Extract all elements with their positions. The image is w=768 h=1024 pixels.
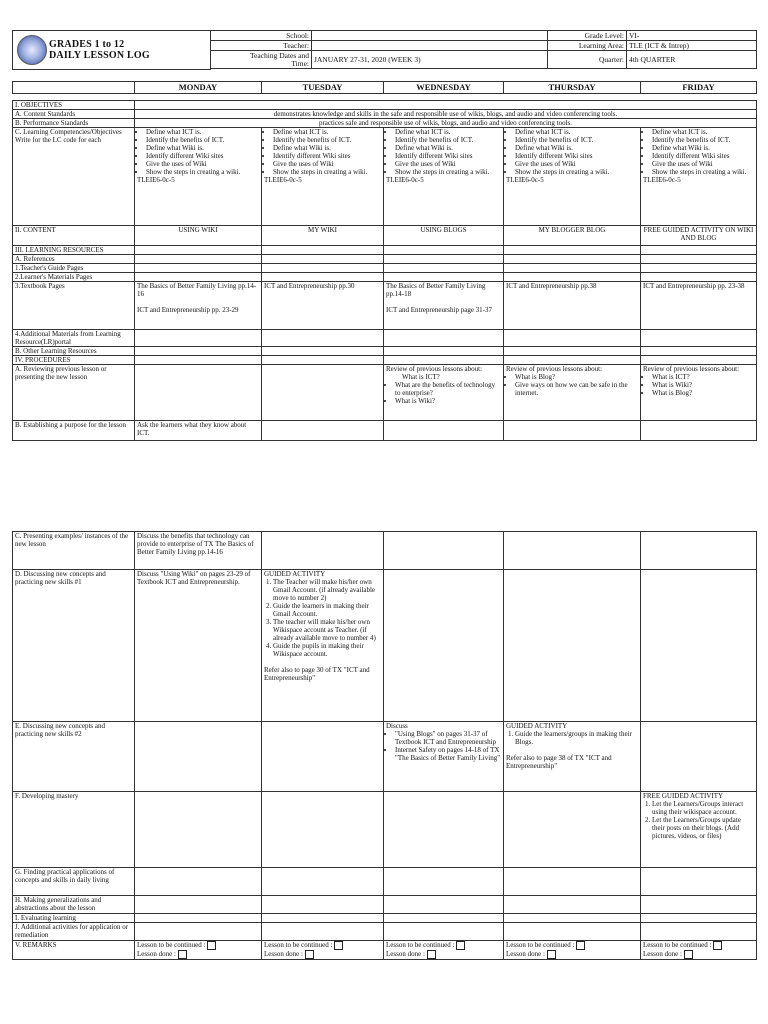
content-friday: FREE GUIDED ACTIVITY ON WIKI AND BLOG [641,226,757,246]
competency-code: TLEIE6-0c-5 [386,176,424,184]
title-block [12,30,211,70]
continued-checkbox[interactable] [713,941,722,950]
row-label-objectives: I. OBJECTIVES [13,101,135,110]
dates-value: JANUARY 27-31, 2020 (WEEK 3) [312,51,548,69]
continued-checkbox[interactable] [334,941,343,950]
row-label-generalizations: H. Making generalizations and abstractions about the lesson [13,896,135,914]
row-label-other-resources: B. Other Learning Resources [13,347,135,356]
area-label: Learning Area: [548,41,627,51]
row-label-review: A. Reviewing previous lesson or presenting the new lesson [13,365,135,421]
day-wednesday: WEDNESDAY [384,82,504,94]
day-thursday: THURSDAY [504,82,641,94]
row-label-references: A. References [13,255,135,264]
competency-code: TLEIE6-0c-5 [643,176,681,184]
remarks-monday: Lesson to be continued : Lesson done : [135,941,262,960]
content-monday: USING WIKI [135,226,262,246]
grade-label: Grade Level: [548,31,627,41]
row-label-additional-activities: J. Additional activities for application or remediation [13,923,135,941]
page-title: GRADES 1 to 12 DAILY LESSON LOG [49,39,150,61]
row-label-procedures: IV. PROCEDURES [13,356,135,365]
row-label-content: II. CONTENT [13,226,135,246]
day-friday: FRIDAY [641,82,757,94]
quarter-value: 4th QUARTER [627,51,757,69]
lesson-table-2 [12,531,757,960]
row-label-practical: G. Finding practical applications of concepts and skills in daily living [13,868,135,896]
row-label-lm-pages: 2.Learner's Materials Pages [13,273,135,282]
review-thursday: Review of previous lessons about: • What is Blog? • Give ways on how we can be safe in the internet. [504,365,641,421]
textbook-friday: ICT and Entrepreneurship pp. 23-38 [641,282,757,330]
discuss2-wednesday: Discuss • "Using Blogs" on pages 31-37 of Textbook ICT and Entrepreneurship • Internet Safety on pages 14-18 of TX "The Basics of Better Family Living" [384,722,504,792]
competencies-monday [135,128,262,226]
textbook-tuesday: ICT and Entrepreneurship pp.30 [262,282,384,330]
row-label-examples: C. Presenting examples/ instances of the new lesson [13,532,135,570]
competencies-wednesday [384,128,504,226]
done-checkbox[interactable] [427,950,436,959]
day-monday: MONDAY [135,82,262,94]
row-label-purpose: B. Establishing a purpose for the lesson [13,421,135,441]
day-header-blank [13,82,135,94]
remarks-friday: Lesson to be continued : Lesson done : [641,941,757,960]
competency-list: • Define what ICT is. • Identify the benefits of ICT. • Define what Wiki is. • Identify different Wiki sites • Give the uses of Wiki • Show the steps in creating a wiki. [137,128,259,176]
competency-list: • Define what ICT is. • Identify the benefits of ICT. • Define what Wiki is. • Identify different Wiki sites • Give the uses of Wiki • Show the steps in creating a wiki. [386,128,501,176]
content-thursday: MY BLOGGER BLOG [504,226,641,246]
area-value: TLE (ICT & Intrep) [627,41,757,51]
continued-checkbox[interactable] [207,941,216,950]
content-tuesday: MY WIKI [262,226,384,246]
spacer [13,94,757,101]
row-label-resources: III. LEARNING RESOURCES [13,246,135,255]
row-label-content-standards: A. Content Standards [13,110,135,119]
competency-list: • Define what ICT is. • Identify the benefits of ICT. • Define what Wiki is. • Identify different Wiki sites • Give the uses of Wiki • Show the steps in creating a wiki. [506,128,638,176]
continued-checkbox[interactable] [576,941,585,950]
school-value [312,31,548,41]
discuss2-thursday: GUIDED ACTIVITY 1. Guide the learners/groups in making their Blogs. Refer also to page 38 of TX "ICT and Entrepreneurship" [504,722,641,792]
remarks-thursday: Lesson to be continued : Lesson done : [504,941,641,960]
lesson-table-1 [12,81,757,441]
teacher-label: Teacher: [211,41,312,51]
header-table [210,30,757,69]
performance-standards-text: practices safe and responsible use of wikis, blogs, and audio and video conferencing tools. [135,119,757,128]
done-checkbox[interactable] [178,950,187,959]
competency-code: TLEIE6-0c-5 [506,176,544,184]
done-checkbox[interactable] [684,950,693,959]
lesson-log-page-1 [12,81,756,441]
day-tuesday: TUESDAY [262,82,384,94]
examples-monday: Discuss the benefits that technology can provide to enterprise of TX The Basics of Better Family Living pp.14-16 [135,532,262,570]
competencies-friday [641,128,757,226]
remarks-wednesday: Lesson to be continued : Lesson done : [384,941,504,960]
discuss1-tuesday: GUIDED ACTIVITY 1. The Teacher will make his/her own Gmail Account. (if already available move to number 2) 2. Guide the learners in making their Gmail Account. 3. The teacher will make his/her own Wikispace account as Teacher. (if already available move to number 4) 4. Guide the pupils in making their Wikispace account. Refer also to page 30 of TX "ICT and Entrepreneurship" [262,570,384,722]
row-label-discuss-2: E. Discussing new concepts and practicing new skills #2 [13,722,135,792]
deped-seal-icon [17,35,47,65]
lesson-log-header [12,30,756,70]
continued-checkbox[interactable] [456,941,465,950]
content-wednesday: USING BLOGS [384,226,504,246]
teacher-value [312,41,548,51]
competency-code: TLEIE6-0c-5 [264,176,302,184]
row-label-textbook-pages: 3.Textbook Pages [13,282,135,330]
remarks-tuesday: Lesson to be continued : Lesson done : [262,941,384,960]
mastery-friday: FREE GUIDED ACTIVITY 1. Let the Learners/Groups interact using their wikispace account. 2. Let the Learners/Groups update their posts on their blogs. (Add pictures, videos, or files) [641,792,757,868]
done-checkbox[interactable] [547,950,556,959]
competencies-thursday [504,128,641,226]
discuss1-monday: Discuss "Using Wiki" on pages 23-29 of Textbook ICT and Entrepreneurship. [135,570,262,722]
row-label-performance-standards: B. Performance Standards [13,119,135,128]
competency-code: TLEIE6-0c-5 [137,176,175,184]
row-label-evaluating: I. Evaluating learning [13,914,135,923]
grade-value: VI- [627,31,757,41]
day-header-row [13,82,757,94]
row-label-remarks: V. REMARKS [13,941,135,960]
review-wednesday: Review of previous lessons about: What is ICT? • What are the benefits of technology to enterprise? • What is Wiki? [384,365,504,421]
textbook-thursday: ICT and Entrepreneurship pp.38 [504,282,641,330]
lesson-log-page-2 [12,531,756,960]
row-label-competencies: C. Learning Competencies/Objectives Write for the LC code for each [13,128,135,226]
done-checkbox[interactable] [305,950,314,959]
row-label-discuss-1: D. Discussing new concepts and practicing new skills #1 [13,570,135,722]
review-friday: Review of previous lessons about: • What is ICT? • What is Wiki? • What is Blog? [641,365,757,421]
row-label-additional-materials: 4.Additional Materials from Learning Resource(LR)portal [13,330,135,347]
content-standards-text: demonstrates knowledge and skills in the safe and responsible use of wikis, blogs, and audio and video conferencing tools. [135,110,757,119]
competencies-tuesday [262,128,384,226]
school-label: School: [211,31,312,41]
row-label-tg-pages: 1.Teacher's Guide Pages [13,264,135,273]
quarter-label: Quarter: [548,51,627,69]
textbook-wednesday: The Basics of Better Family Living pp.14-18 ICT and Entrepreneurship page 31-37 [384,282,504,330]
dates-label: Teaching Dates and Time: [211,51,312,69]
row-label-mastery: F. Developing mastery [13,792,135,868]
competency-list: • Define what ICT is. • Identify the benefits of ICT. • Define what Wiki is. • Identify different Wiki sites • Give the uses of Wiki • Show the steps in creating a wiki. [643,128,754,176]
competency-list: • Define what ICT is. • Identify the benefits of ICT. • Define what Wiki is. • Identify different Wiki sites • Give the uses of Wiki • Show the steps in creating a wiki. [264,128,381,176]
textbook-monday: The Basics of Better Family Living pp.14-16 ICT and Entrepreneurship pp. 23-29 [135,282,262,330]
objectives-blank [135,101,757,110]
purpose-monday: Ask the learners what they know about ICT. [135,421,262,441]
